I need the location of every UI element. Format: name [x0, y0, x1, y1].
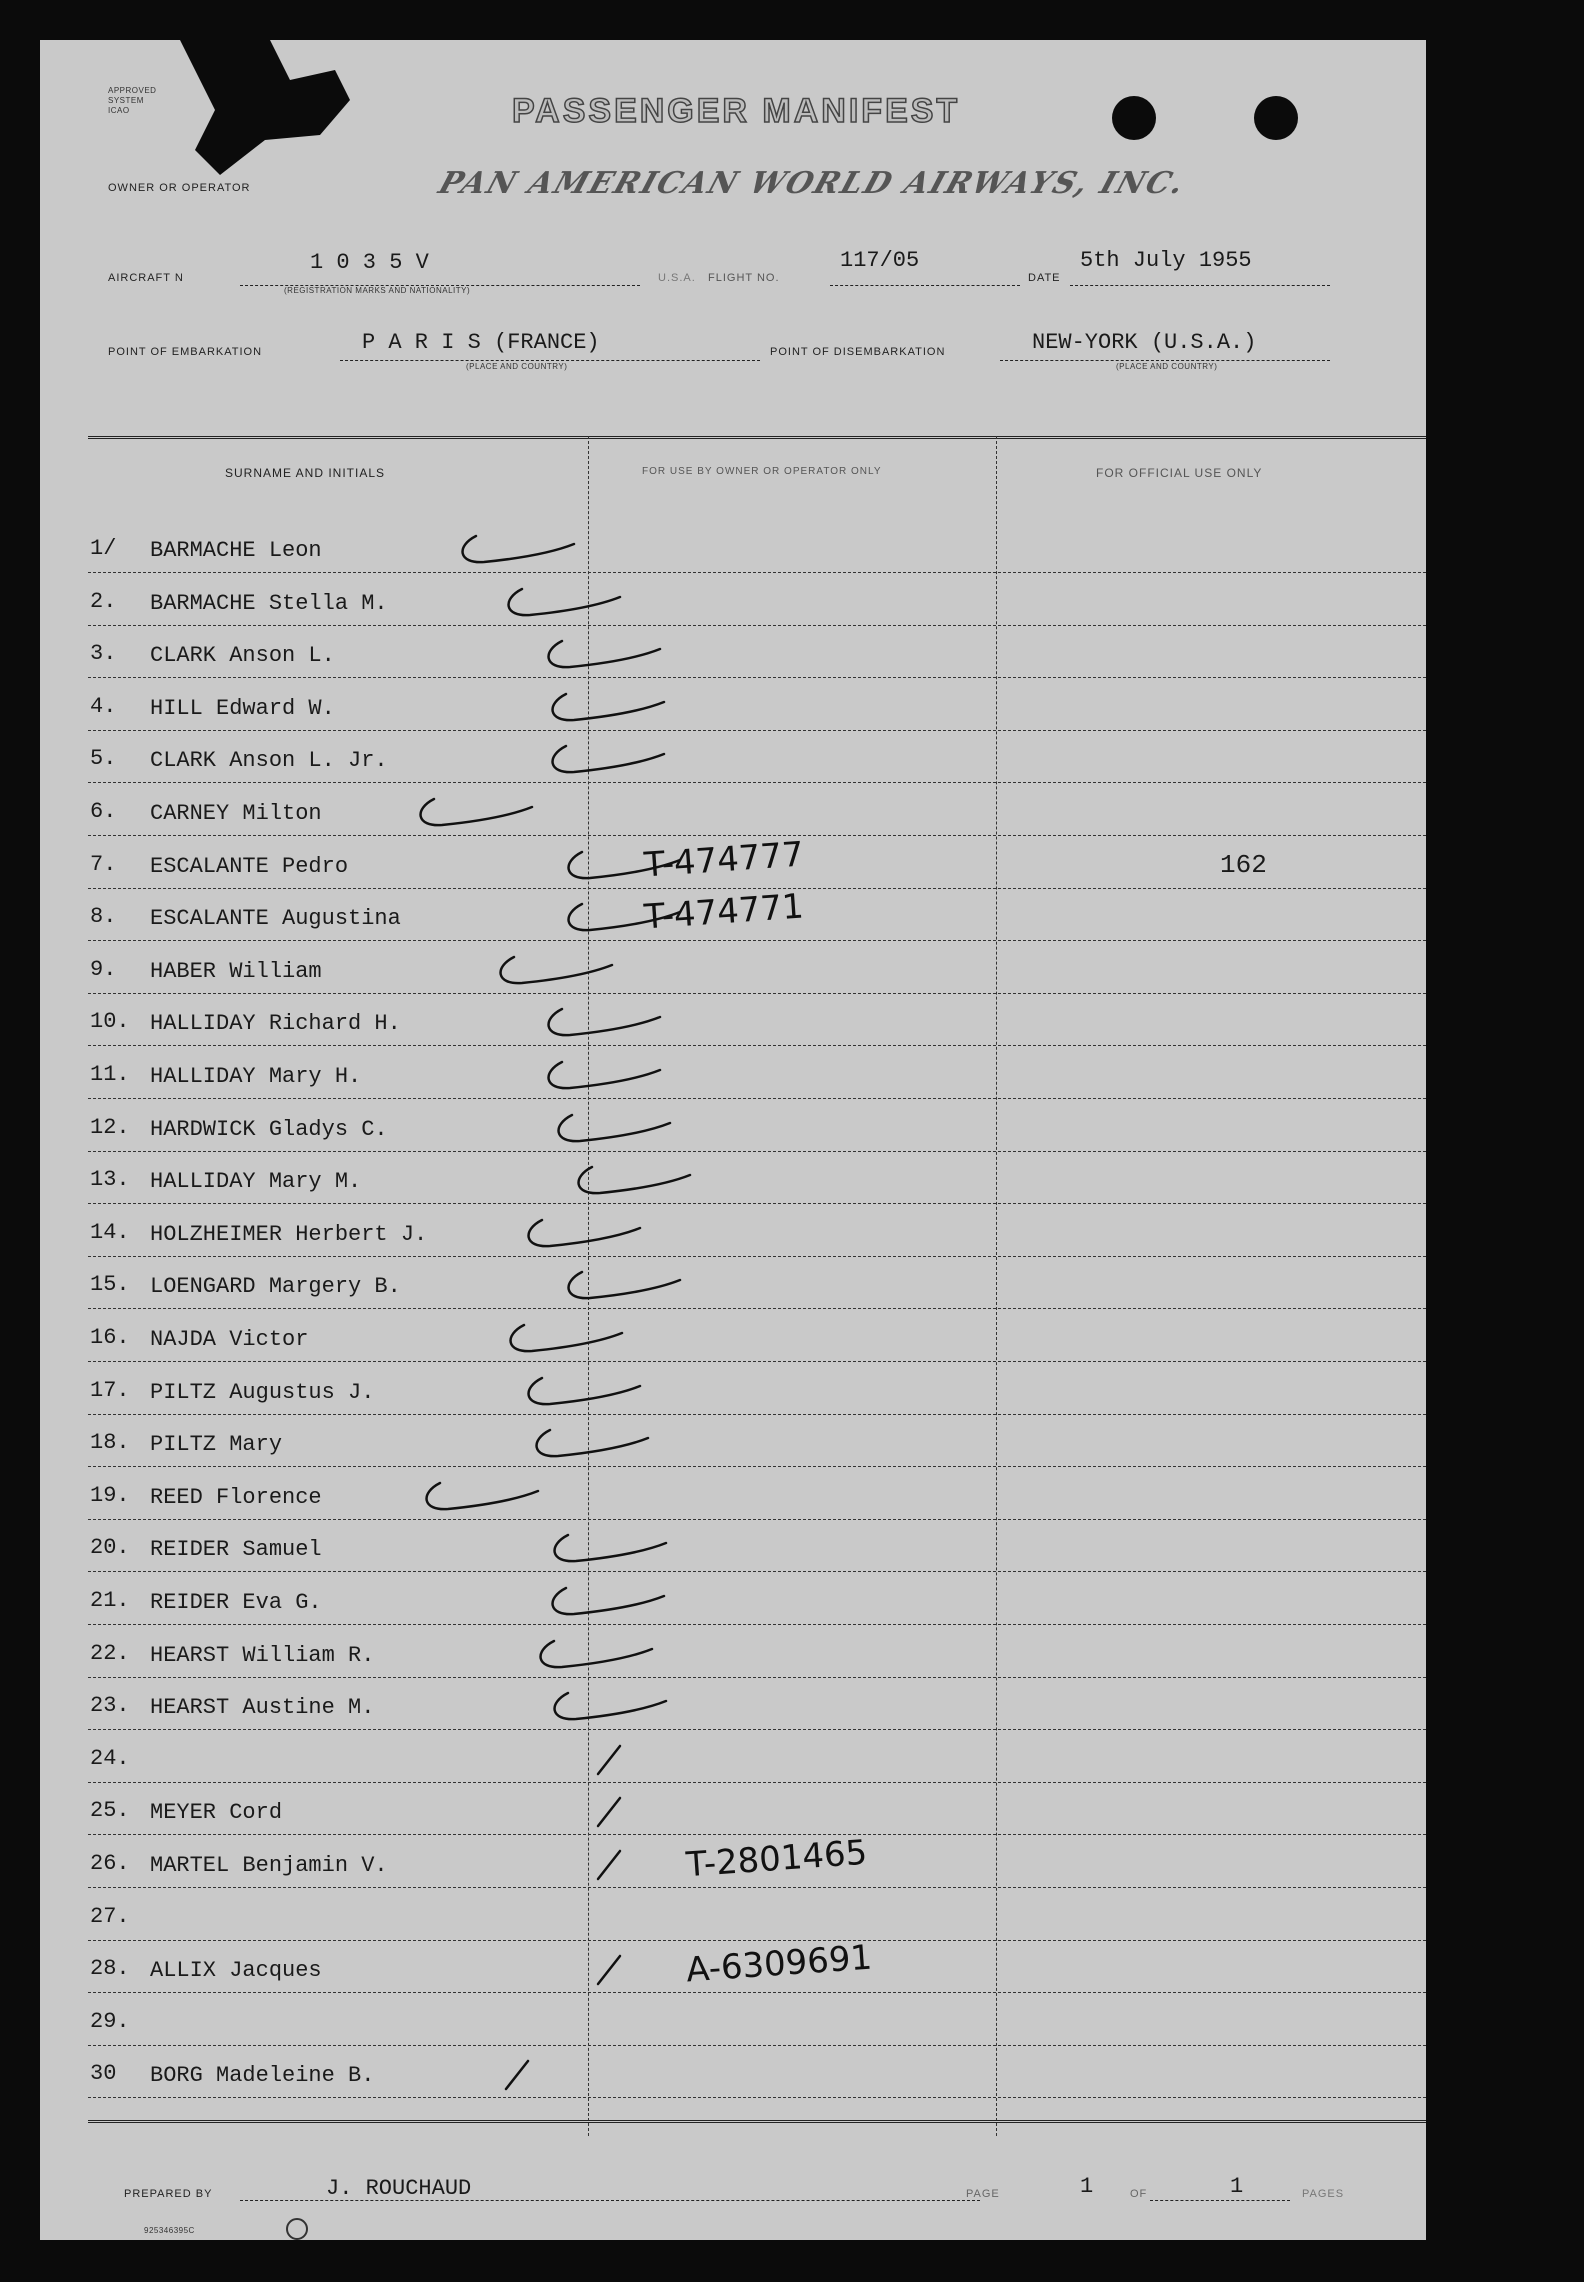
row-rule	[88, 1940, 1426, 1941]
passenger-number: 10.	[90, 1009, 130, 1034]
passenger-name: ESCALANTE Augustina	[150, 906, 401, 931]
passenger-name: REIDER Eva G.	[150, 1590, 322, 1615]
passenger-name: HALLIDAY Richard H.	[150, 1011, 401, 1036]
passenger-name: MEYER Cord	[150, 1800, 283, 1825]
row-rule	[88, 1045, 1426, 1046]
of-value: 1	[1230, 2174, 1244, 2199]
date-value: 5th July 1955	[1080, 248, 1252, 273]
torn-corner	[160, 40, 360, 180]
row-rule	[88, 1256, 1426, 1257]
passenger-number: 9.	[90, 957, 117, 982]
union-bug-icon	[286, 2218, 308, 2240]
page-value: 1	[1080, 2174, 1094, 2199]
handwritten-ticket-number: T-474771	[642, 886, 805, 938]
checkmark-icon	[488, 2055, 618, 2095]
checkmark-icon	[492, 951, 622, 991]
page-label: PAGE	[966, 2188, 1000, 2200]
checkmark-icon	[580, 1792, 710, 1832]
passenger-number: 25.	[90, 1798, 130, 1823]
passenger-name: BARMACHE Leon	[150, 538, 322, 563]
passenger-number: 23.	[90, 1693, 130, 1718]
checkmark-icon	[540, 635, 670, 675]
passenger-name: HALLIDAY Mary M.	[150, 1169, 362, 1194]
table-row	[40, 635, 1426, 675]
passenger-name: HOLZHEIMER Herbert J.	[150, 1222, 428, 1247]
of-label: OF	[1130, 2188, 1148, 2200]
passenger-name: HALLIDAY Mary H.	[150, 1064, 362, 1089]
row-rule	[88, 1571, 1426, 1572]
passenger-name: LOENGARD Margery B.	[150, 1274, 401, 1299]
passenger-number: 19.	[90, 1483, 130, 1508]
checkmark-icon	[570, 1161, 700, 1201]
table-row	[40, 1937, 1426, 1991]
passenger-number: 1/	[90, 536, 117, 561]
row-rule	[88, 572, 1426, 573]
passenger-number: 11.	[90, 1062, 130, 1087]
table-row	[40, 1477, 1426, 1517]
checkmark-icon	[418, 1477, 548, 1517]
checkmark-icon	[528, 1424, 658, 1464]
row-rule	[88, 1729, 1426, 1730]
handwritten-ticket-number: A-6309691	[684, 1937, 874, 1991]
passenger-number: 14.	[90, 1220, 130, 1245]
date-label: DATE	[1028, 272, 1061, 284]
passenger-number: 24.	[90, 1746, 130, 1771]
row-rule	[88, 1151, 1426, 1152]
row-rule	[88, 2097, 1426, 2098]
checkmark-icon	[544, 688, 674, 728]
disembark-label: POINT OF DISEMBARKATION	[770, 346, 946, 358]
passenger-number: 20.	[90, 1535, 130, 1560]
passenger-name: HEARST William R.	[150, 1643, 375, 1668]
passenger-name: HEARST Austine M.	[150, 1695, 375, 1720]
row-rule	[88, 2045, 1426, 2046]
row-rule	[88, 993, 1426, 994]
row-rule	[88, 1782, 1426, 1783]
table-row	[40, 1529, 1426, 1569]
table-row	[40, 1214, 1426, 1254]
table-row	[40, 1161, 1426, 1201]
row-rule	[88, 1624, 1426, 1625]
row-rule	[88, 1361, 1426, 1362]
checkmark-icon	[412, 793, 542, 833]
passenger-name: CARNEY Milton	[150, 801, 322, 826]
passenger-name: PILTZ Augustus J.	[150, 1380, 375, 1405]
table-row	[40, 1582, 1426, 1622]
row-rule	[88, 835, 1426, 836]
approval-line-2: SYSTEM	[108, 96, 144, 105]
table-row	[40, 886, 1426, 938]
approval-line-3: ICAO	[108, 106, 130, 115]
passenger-number: 3.	[90, 641, 117, 666]
passenger-number: 17.	[90, 1378, 130, 1403]
pages-label: PAGES	[1302, 2188, 1345, 2200]
passenger-number: 15.	[90, 1272, 130, 1297]
passenger-name: BORG Madeleine B.	[150, 2063, 375, 2088]
row-rule	[88, 1887, 1426, 1888]
checkmark-icon	[520, 1372, 650, 1412]
table-row	[40, 1319, 1426, 1359]
passenger-number: 29.	[90, 2009, 130, 2034]
owner-label: OWNER OR OPERATOR	[108, 182, 251, 194]
table-row	[40, 530, 1426, 570]
passenger-number: 12.	[90, 1115, 130, 1140]
row-rule	[88, 1834, 1426, 1835]
flight-value: 117/05	[840, 248, 920, 273]
table-row	[40, 1266, 1426, 1306]
aircraft-label: AIRCRAFT N	[108, 272, 184, 284]
col-header-owner: FOR USE BY OWNER OR OPERATOR ONLY	[642, 466, 882, 477]
passenger-number: 13.	[90, 1167, 130, 1192]
checkmark-icon	[560, 1266, 690, 1306]
passenger-number: 21.	[90, 1588, 130, 1613]
passenger-name: REED Florence	[150, 1485, 322, 1510]
handwritten-ticket-number: T-474777	[642, 834, 805, 886]
checkmark-icon	[544, 740, 674, 780]
passenger-number: 5.	[90, 746, 117, 771]
passenger-number: 2.	[90, 589, 117, 614]
table-row	[40, 1372, 1426, 1412]
checkmark-icon	[550, 1109, 680, 1149]
embark-value: P A R I S (FRANCE)	[362, 330, 600, 355]
table-row	[40, 740, 1426, 780]
passenger-name: ALLIX Jacques	[150, 1958, 322, 1983]
row-rule	[88, 730, 1426, 731]
prepared-value: J. ROUCHAUD	[326, 2176, 472, 2201]
passenger-name: PILTZ Mary	[150, 1432, 283, 1457]
col-header-surname: SURNAME AND INITIALS	[225, 466, 386, 480]
row-rule	[88, 1098, 1426, 1099]
row-rule	[88, 1677, 1426, 1678]
passenger-name: CLARK Anson L.	[150, 643, 335, 668]
checkmark-icon	[546, 1529, 676, 1569]
table-row	[40, 1003, 1426, 1043]
table-row	[40, 1832, 1426, 1886]
aircraft-value: 1 0 3 5 V	[310, 250, 429, 275]
disembark-caption: (PLACE AND COUNTRY)	[1116, 362, 1218, 371]
table-row	[40, 2055, 1426, 2095]
passenger-name: HARDWICK Gladys C.	[150, 1117, 388, 1142]
checkmark-icon	[520, 1214, 650, 1254]
table-row	[40, 583, 1426, 623]
passenger-number: 7.	[90, 852, 117, 877]
approval-line-1: APPROVED	[108, 86, 157, 95]
passenger-name: HABER William	[150, 959, 322, 984]
manifest-page	[40, 40, 1426, 2240]
passenger-number: 26.	[90, 1851, 130, 1876]
table-row	[40, 1792, 1426, 1832]
row-rule	[88, 1308, 1426, 1309]
table-bottom-rule	[88, 2120, 1426, 2123]
checkmark-icon	[532, 1635, 662, 1675]
table-row	[40, 1109, 1426, 1149]
row-rule	[88, 940, 1426, 941]
disembark-value: NEW-YORK (U.S.A.)	[1032, 330, 1257, 355]
passenger-number: 8.	[90, 904, 117, 929]
passenger-number: 4.	[90, 694, 117, 719]
row-rule	[88, 625, 1426, 626]
row-rule	[88, 782, 1426, 783]
form-code: 925346395C	[144, 2226, 195, 2235]
table-row	[40, 951, 1426, 991]
flight-label: FLIGHT NO.	[708, 272, 780, 284]
checkmark-icon	[540, 1003, 670, 1043]
row-rule	[88, 1203, 1426, 1204]
table-row	[40, 1635, 1426, 1675]
row-rule	[88, 1519, 1426, 1520]
table-top-rule	[88, 436, 1426, 439]
checkmark-icon	[502, 1319, 632, 1359]
passenger-number: 28.	[90, 1956, 130, 1981]
passenger-name: MARTEL Benjamin V.	[150, 1853, 388, 1878]
owner-value: PAN AMERICAN WORLD AIRWAYS, INC.	[434, 166, 1191, 201]
passenger-number: 6.	[90, 799, 117, 824]
prepared-label: PREPARED BY	[124, 2188, 213, 2200]
table-row	[40, 1898, 1426, 1938]
handwritten-ticket-number: T-2801465	[684, 1832, 869, 1886]
passenger-name: NAJDA Victor	[150, 1327, 309, 1352]
row-rule	[88, 677, 1426, 678]
passenger-name: CLARK Anson L. Jr.	[150, 748, 388, 773]
checkmark-icon	[546, 1687, 676, 1727]
passenger-name: HILL Edward W.	[150, 696, 335, 721]
passenger-number: 18.	[90, 1430, 130, 1455]
row-rule	[88, 1414, 1426, 1415]
aircraft-caption: (REGISTRATION MARKS AND NATIONALITY)	[284, 286, 471, 295]
checkmark-icon	[540, 1056, 670, 1096]
checkmark-icon	[454, 530, 584, 570]
passenger-number: 30	[90, 2061, 117, 2086]
passenger-number: 27.	[90, 1904, 130, 1929]
table-row	[40, 834, 1426, 886]
punch-hole-left	[1112, 96, 1156, 140]
row-rule	[88, 1466, 1426, 1467]
table-row	[40, 2003, 1426, 2043]
embark-caption: (PLACE AND COUNTRY)	[466, 362, 568, 371]
col-header-official: FOR OFFICIAL USE ONLY	[1096, 466, 1263, 480]
row-rule	[88, 1992, 1426, 1993]
embark-label: POINT OF EMBARKATION	[108, 346, 263, 358]
usa-label: U.S.A.	[658, 272, 696, 284]
table-row	[40, 793, 1426, 833]
checkmark-icon	[544, 1582, 674, 1622]
passenger-name: ESCALANTE Pedro	[150, 854, 349, 879]
table-row	[40, 1424, 1426, 1464]
checkmark-icon	[580, 1740, 710, 1780]
punch-hole-right	[1254, 96, 1298, 140]
page-title: PASSENGER MANIFEST	[512, 92, 961, 130]
official-use-value: 162	[1220, 850, 1267, 880]
checkmark-icon	[500, 583, 630, 623]
table-row	[40, 1687, 1426, 1727]
table-row	[40, 1740, 1426, 1780]
table-row	[40, 1056, 1426, 1096]
table-row	[40, 688, 1426, 728]
passenger-name: REIDER Samuel	[150, 1537, 322, 1562]
passenger-number: 22.	[90, 1641, 130, 1666]
passenger-number: 16.	[90, 1325, 130, 1350]
passenger-name: BARMACHE Stella M.	[150, 591, 388, 616]
